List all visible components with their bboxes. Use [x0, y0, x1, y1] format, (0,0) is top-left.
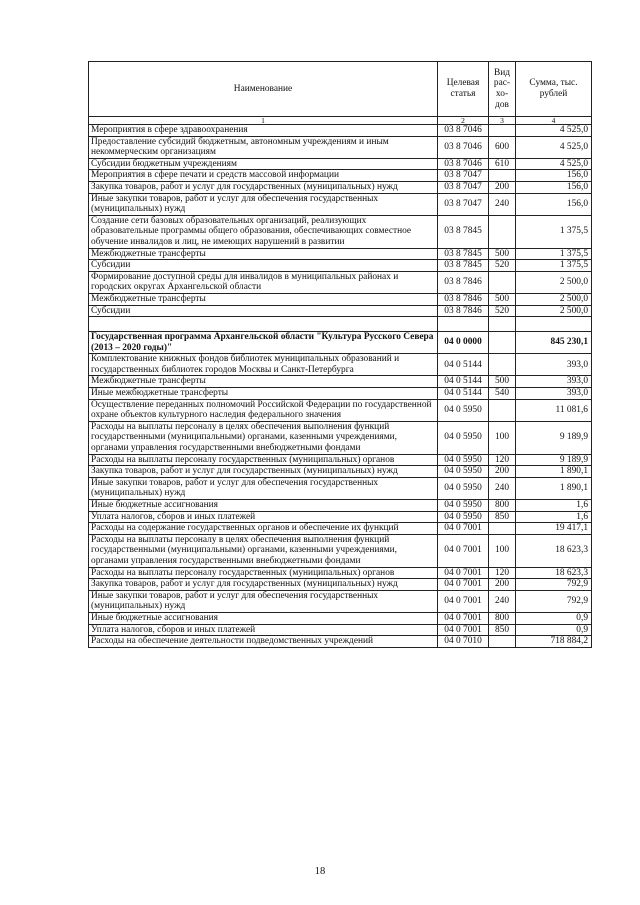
row-target-code: 03 8 7846: [438, 293, 489, 305]
row-expense-type: 240: [489, 590, 516, 612]
row-sum: 4 525,0: [516, 158, 592, 170]
row-sum: 4 525,0: [516, 125, 592, 137]
row-expense-type: [489, 170, 516, 182]
row-target-code: 04 0 7001: [438, 534, 489, 567]
table-row: [89, 293, 592, 305]
row-name: Формирование доступной среды для инвалидов в муниципальных районах и городских округах Архангельской области: [89, 271, 438, 293]
table-row: [89, 534, 592, 567]
row-expense-type: 800: [489, 612, 516, 624]
row-expense-type: 850: [489, 511, 516, 523]
row-sum: 9 189,9: [516, 454, 592, 466]
table-row: [89, 567, 592, 579]
header-sum: Сумма, тыс. рублей: [516, 62, 592, 117]
row-target-code: 04 0 5950: [438, 399, 489, 421]
row-target-code: 03 8 7845: [438, 215, 489, 248]
row-sum: 1 890,1: [516, 466, 592, 478]
row-name: Предоставление субсидий бюджетным, автономным учреждениям и иным некоммерческим организациям: [89, 136, 438, 158]
table-row: [89, 511, 592, 523]
row-sum: 18 623,3: [516, 534, 592, 567]
table-body: [89, 125, 592, 648]
row-sum: 18 623,3: [516, 567, 592, 579]
row-target-code: 04 0 5144: [438, 388, 489, 400]
table-row: [89, 158, 592, 170]
row-expense-type: 200: [489, 181, 516, 193]
table-row: [89, 612, 592, 624]
row-sum: 1 375,5: [516, 215, 592, 248]
row-sum: 1 375,5: [516, 260, 592, 272]
row-target-code: 04 0 7010: [438, 636, 489, 648]
row-name: Государственная программа Архангельской области "Культура Русского Севера (2013 – 2020 годы)": [89, 332, 438, 354]
row-name: Закупка товаров, работ и услуг для государственных (муниципальных) нужд: [89, 579, 438, 591]
row-name: Расходы на выплаты персоналу государственных (муниципальных) органов: [89, 567, 438, 579]
row-name: Субсидии: [89, 260, 438, 272]
row-target-code: 04 0 7001: [438, 579, 489, 591]
row-target-code: 04 0 5950: [438, 421, 489, 454]
row-expense-type: 610: [489, 158, 516, 170]
row-target-code: 03 8 7046: [438, 158, 489, 170]
row-sum: 156,0: [516, 193, 592, 215]
row-name: Иные бюджетные ассигнования: [89, 612, 438, 624]
row-expense-type: 100: [489, 421, 516, 454]
row-name: Иные межбюджетные трансферты: [89, 388, 438, 400]
row-expense-type: 520: [489, 260, 516, 272]
table-row: [89, 636, 592, 648]
row-expense-type: 850: [489, 624, 516, 636]
row-expense-type: [489, 354, 516, 376]
row-target-code: 04 0 5950: [438, 454, 489, 466]
empty-cell: [516, 317, 592, 332]
column-number: 1: [89, 117, 438, 125]
table-row: [89, 271, 592, 293]
row-target-code: 04 0 5144: [438, 354, 489, 376]
row-expense-type: [489, 523, 516, 535]
row-expense-type: 100: [489, 534, 516, 567]
row-name: Комплектование книжных фондов библиотек муниципальных образований и государственных библиотек городов Москвы и Санкт-Петербурга: [89, 354, 438, 376]
row-name: Иные закупки товаров, работ и услуг для обеспечения государственных (муниципальных) нужд: [89, 477, 438, 499]
row-sum: 845 230,1: [516, 332, 592, 354]
row-name: Межбюджетные трансферты: [89, 293, 438, 305]
header-row: [89, 62, 592, 117]
table-row: [89, 248, 592, 260]
row-target-code: 03 8 7047: [438, 181, 489, 193]
column-number: 3: [489, 117, 516, 125]
table-row: [89, 454, 592, 466]
row-target-code: 03 8 7845: [438, 260, 489, 272]
header-name: Наименование: [89, 62, 438, 117]
table-row: [89, 466, 592, 478]
row-sum: 0,9: [516, 624, 592, 636]
row-name: Осуществление переданных полномочий Российской Федерации по государственной охране объектов культурного наследия федерального значения: [89, 399, 438, 421]
table-row: [89, 399, 592, 421]
row-target-code: 04 0 5144: [438, 376, 489, 388]
row-target-code: 04 0 5950: [438, 511, 489, 523]
row-name: Межбюджетные трансферты: [89, 376, 438, 388]
row-sum: 1,6: [516, 500, 592, 512]
table-row: [89, 136, 592, 158]
row-name: Иные закупки товаров, работ и услуг для обеспечения государственных (муниципальных) нужд: [89, 590, 438, 612]
budget-table: [88, 61, 592, 648]
header-expense-type: Вид рас- хо- дов: [489, 62, 516, 117]
row-target-code: 04 0 5950: [438, 500, 489, 512]
row-expense-type: 240: [489, 477, 516, 499]
row-name: Межбюджетные трансферты: [89, 248, 438, 260]
row-name: Создание сети базовых образовательных организаций, реализующих образовательные программы общего образования, обеспечивающих совместное обучение инвалидов и лиц, не имеющих нарушений в развитии: [89, 215, 438, 248]
row-expense-type: 540: [489, 388, 516, 400]
row-expense-type: [489, 332, 516, 354]
row-sum: 156,0: [516, 170, 592, 182]
header-target: Целевая статья: [438, 62, 489, 117]
row-name: Расходы на выплаты персоналу в целях обеспечения выполнения функций государственными (муниципальными) органами, казенными учреждениями, органами управления государственными внебюджетными фондами: [89, 421, 438, 454]
row-sum: 718 884,2: [516, 636, 592, 648]
row-target-code: 03 8 7845: [438, 248, 489, 260]
table-row: [89, 523, 592, 535]
row-sum: 19 417,1: [516, 523, 592, 535]
row-expense-type: 200: [489, 466, 516, 478]
row-sum: 9 189,9: [516, 421, 592, 454]
table-row: [89, 624, 592, 636]
table-row: [89, 421, 592, 454]
row-target-code: 04 0 7001: [438, 624, 489, 636]
row-target-code: 03 8 7047: [438, 193, 489, 215]
table-row: [89, 477, 592, 499]
row-sum: 156,0: [516, 181, 592, 193]
row-target-code: 04 0 7001: [438, 612, 489, 624]
row-name: Расходы на содержание государственных органов и обеспечение их функций: [89, 523, 438, 535]
row-target-code: 04 0 5950: [438, 477, 489, 499]
row-sum: 1 375,5: [516, 248, 592, 260]
row-target-code: 03 8 7047: [438, 170, 489, 182]
row-name: Иные бюджетные ассигнования: [89, 500, 438, 512]
table-row: [89, 260, 592, 272]
table-row: [89, 125, 592, 137]
row-name: Субсидии бюджетным учреждениям: [89, 158, 438, 170]
empty-cell: [489, 317, 516, 332]
table-header: [89, 62, 592, 125]
row-expense-type: 600: [489, 136, 516, 158]
page-number: 18: [314, 866, 326, 877]
table-row: [89, 579, 592, 591]
table-row: [89, 354, 592, 376]
table-row: [89, 305, 592, 317]
row-sum: 393,0: [516, 388, 592, 400]
row-target-code: 04 0 0000: [438, 332, 489, 354]
row-sum: 1,6: [516, 511, 592, 523]
row-name: Расходы на выплаты персоналу в целях обеспечения выполнения функций государственными (муниципальными) органами, казенными учреждениями, органами управления государственными внебюджетными фондами: [89, 534, 438, 567]
row-expense-type: 500: [489, 293, 516, 305]
row-expense-type: 120: [489, 454, 516, 466]
column-number-row: [89, 117, 592, 125]
row-expense-type: 240: [489, 193, 516, 215]
row-sum: 2 500,0: [516, 305, 592, 317]
table-row: [89, 590, 592, 612]
row-target-code: 03 8 7046: [438, 125, 489, 137]
row-expense-type: 520: [489, 305, 516, 317]
column-number: 4: [516, 117, 592, 125]
table-row: [89, 376, 592, 388]
row-name: Закупка товаров, работ и услуг для государственных (муниципальных) нужд: [89, 181, 438, 193]
row-name: Уплата налогов, сборов и иных платежей: [89, 511, 438, 523]
row-target-code: 04 0 7001: [438, 567, 489, 579]
row-target-code: 04 0 7001: [438, 590, 489, 612]
spacer-row: [89, 317, 592, 332]
table-row: [89, 170, 592, 182]
row-name: Уплата налогов, сборов и иных платежей: [89, 624, 438, 636]
row-target-code: 03 8 7846: [438, 305, 489, 317]
table-row: [89, 181, 592, 193]
row-target-code: 04 0 7001: [438, 523, 489, 535]
row-target-code: 03 8 7846: [438, 271, 489, 293]
row-expense-type: [489, 215, 516, 248]
row-name: Закупка товаров, работ и услуг для государственных (муниципальных) нужд: [89, 466, 438, 478]
row-name: Расходы на выплаты персоналу государственных (муниципальных) органов: [89, 454, 438, 466]
table-row: [89, 500, 592, 512]
row-expense-type: 120: [489, 567, 516, 579]
row-target-code: 03 8 7046: [438, 136, 489, 158]
row-name: Мероприятия в сфере здравоохранения: [89, 125, 438, 137]
row-sum: 2 500,0: [516, 271, 592, 293]
row-sum: 393,0: [516, 354, 592, 376]
row-sum: 2 500,0: [516, 293, 592, 305]
column-number: 2: [438, 117, 489, 125]
row-expense-type: 500: [489, 376, 516, 388]
table-row: [89, 388, 592, 400]
row-expense-type: 800: [489, 500, 516, 512]
row-expense-type: 200: [489, 579, 516, 591]
table-row: [89, 215, 592, 248]
row-sum: 1 890,1: [516, 477, 592, 499]
row-sum: 792,9: [516, 579, 592, 591]
row-sum: 0,9: [516, 612, 592, 624]
row-name: Иные закупки товаров, работ и услуг для обеспечения государственных (муниципальных) нужд: [89, 193, 438, 215]
row-expense-type: [489, 271, 516, 293]
table-row: [89, 332, 592, 354]
row-name: Мероприятия в сфере печати и средств массовой информации: [89, 170, 438, 182]
row-sum: 792,9: [516, 590, 592, 612]
empty-cell: [89, 317, 438, 332]
row-sum: 393,0: [516, 376, 592, 388]
row-name: Расходы на обеспечение деятельности подведомственных учреждений: [89, 636, 438, 648]
row-expense-type: [489, 636, 516, 648]
row-sum: 4 525,0: [516, 136, 592, 158]
row-target-code: 04 0 5950: [438, 466, 489, 478]
row-expense-type: 500: [489, 248, 516, 260]
row-name: Субсидии: [89, 305, 438, 317]
row-sum: 11 081,6: [516, 399, 592, 421]
empty-cell: [438, 317, 489, 332]
row-expense-type: [489, 399, 516, 421]
table-row: [89, 193, 592, 215]
row-expense-type: [489, 125, 516, 137]
